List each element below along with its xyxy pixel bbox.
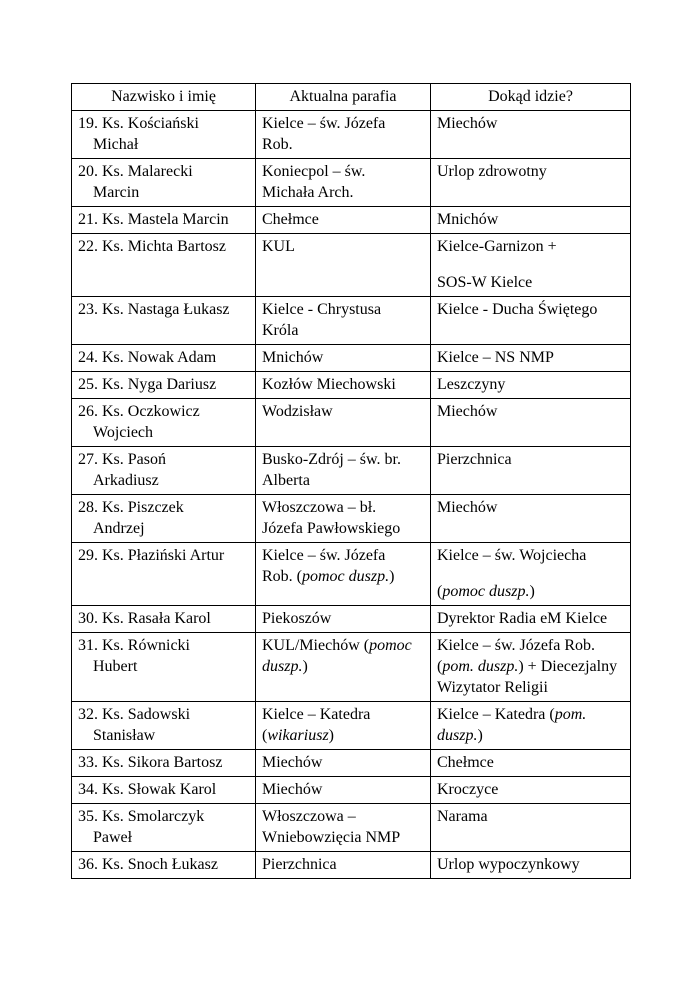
cell-line — [262, 449, 424, 470]
text-run: ) — [302, 658, 308, 675]
text-run: Stanisław — [93, 727, 156, 744]
cell-destination — [431, 495, 631, 543]
cell-line — [78, 113, 249, 134]
cell-line — [78, 401, 249, 422]
text-run: Arkadiusz — [93, 472, 159, 489]
cell-line — [262, 806, 424, 827]
cell-line — [437, 677, 624, 698]
table-row — [72, 777, 631, 804]
cell-line — [262, 752, 424, 773]
table-body — [72, 111, 631, 879]
text-run: Wniebowzięcia NMP — [262, 829, 401, 846]
table-row — [72, 372, 631, 399]
priest-name: Ks. Smolarczyk — [102, 808, 205, 825]
priest-name: Ks. Piszczek — [102, 499, 184, 516]
cell-destination — [431, 111, 631, 159]
priest-name: Ks. Sikora Bartosz — [102, 754, 223, 771]
cell-name — [72, 345, 256, 372]
header-current-parish-label: Aktualna parafia — [289, 88, 397, 105]
text-run: Wodzisław — [262, 403, 333, 420]
cell-current-parish — [256, 495, 431, 543]
cell-name — [72, 495, 256, 543]
text-run: Miechów — [262, 781, 323, 798]
text-run: Kielce – św. Józefa — [262, 547, 386, 564]
cell-current-parish — [256, 372, 431, 399]
cell-name — [72, 159, 256, 207]
text-run: Urlop wypoczynkowy — [437, 856, 580, 873]
cell-current-parish — [256, 543, 431, 606]
table-row — [72, 606, 631, 633]
priest-name: Ks. Snoch Łukasz — [102, 856, 218, 873]
cell-destination — [431, 159, 631, 207]
cell-line — [262, 566, 424, 587]
cell-current-parish — [256, 447, 431, 495]
cell-destination — [431, 372, 631, 399]
cell-current-parish — [256, 159, 431, 207]
cell-destination — [431, 543, 631, 606]
cell-line — [437, 209, 624, 230]
table-row — [72, 702, 631, 750]
text-run: Alberta — [262, 472, 310, 489]
priest-name: Ks. Słowak Karol — [102, 781, 217, 798]
row-number: 28. — [78, 499, 102, 516]
cell-line — [262, 704, 424, 725]
cell-line — [78, 347, 249, 368]
text-run: ( — [262, 727, 268, 744]
cell-line — [78, 608, 249, 629]
cell-current-parish — [256, 852, 431, 879]
table-row — [72, 633, 631, 702]
cell-line — [262, 725, 424, 746]
priest-name: Ks. Nastaga Łukasz — [102, 301, 230, 318]
italic-run: pom. duszp. — [442, 658, 519, 675]
cell-line — [78, 779, 249, 800]
text-run: Rob. ( — [262, 568, 302, 585]
cell-line — [437, 374, 624, 395]
italic-run: duszp. — [262, 658, 303, 675]
text-run: Kozłów Miechowski — [262, 376, 396, 393]
table-row — [72, 345, 631, 372]
cell-line — [437, 725, 624, 746]
cell-line — [78, 161, 249, 182]
cell-current-parish — [256, 207, 431, 234]
cell-name — [72, 447, 256, 495]
header-name-column — [72, 84, 256, 111]
cell-line — [262, 401, 424, 422]
cell-name — [72, 543, 256, 606]
cell-line — [437, 854, 624, 875]
cell-line — [437, 704, 624, 725]
cell-line — [437, 635, 624, 656]
text-run: Urlop zdrowotny — [437, 163, 547, 180]
cell-line — [262, 374, 424, 395]
cell-line — [437, 779, 624, 800]
row-number: 19. — [78, 115, 102, 132]
row-number: 26. — [78, 403, 102, 420]
cell-line — [437, 752, 624, 773]
cell-line — [78, 209, 249, 230]
table-row — [72, 447, 631, 495]
cell-current-parish — [256, 111, 431, 159]
text-run: KUL — [262, 238, 295, 255]
cell-line — [262, 608, 424, 629]
cell-line — [262, 320, 424, 341]
cell-current-parish — [256, 702, 431, 750]
cell-line — [78, 545, 249, 566]
cell-destination — [431, 702, 631, 750]
cell-destination — [431, 345, 631, 372]
cell-line — [262, 545, 424, 566]
cell-line — [262, 299, 424, 320]
cell-name — [72, 372, 256, 399]
row-number: 29. — [78, 547, 102, 564]
text-run: Rob. — [262, 136, 293, 153]
cell-line — [262, 518, 424, 539]
cell-destination — [431, 297, 631, 345]
cell-line — [437, 272, 624, 293]
cell-line — [262, 656, 424, 677]
priest-name: Ks. Kościański — [102, 115, 199, 132]
cell-current-parish — [256, 750, 431, 777]
cell-line — [437, 497, 624, 518]
table-row — [72, 399, 631, 447]
cell-name — [72, 297, 256, 345]
cell-line — [262, 209, 424, 230]
text-run: Kroczyce — [437, 781, 499, 798]
cell-line — [78, 470, 249, 491]
italic-run: wikariusz — [267, 727, 329, 744]
cell-line — [437, 566, 624, 581]
cell-line — [262, 635, 424, 656]
cell-line — [78, 752, 249, 773]
text-run: Włoszczowa – bł. — [262, 499, 377, 516]
cell-destination — [431, 633, 631, 702]
cell-line — [437, 236, 624, 257]
text-run: ) + Diecezjalny — [518, 658, 618, 675]
priest-name: Ks. Równicki — [102, 637, 190, 654]
text-run: Leszczyny — [437, 376, 506, 393]
priest-name: Ks. Pasoń — [102, 451, 167, 468]
priest-name: Ks. Sadowski — [102, 706, 191, 723]
italic-run: pomoc — [369, 637, 412, 654]
text-run: Kielce - Ducha Świętego — [437, 301, 598, 318]
text-run: ) — [477, 727, 483, 744]
italic-run: pom. — [554, 706, 587, 723]
cell-line — [78, 236, 249, 257]
header-current-parish-column — [256, 84, 431, 111]
text-run: Piekoszów — [262, 610, 332, 627]
table-row — [72, 207, 631, 234]
table-row — [72, 495, 631, 543]
row-number: 30. — [78, 610, 102, 627]
cell-line — [78, 299, 249, 320]
table-row — [72, 159, 631, 207]
row-number: 22. — [78, 238, 102, 255]
text-run: Michał — [93, 136, 139, 153]
italic-run: pomoc duszp. — [442, 583, 530, 600]
header-destination-column — [431, 84, 631, 111]
cell-line — [437, 257, 624, 272]
table-row — [72, 804, 631, 852]
cell-line — [78, 656, 249, 677]
row-number: 32. — [78, 706, 102, 723]
table-row — [72, 297, 631, 345]
text-run: Paweł — [93, 829, 133, 846]
text-run: Dyrektor Radia eM Kielce — [437, 610, 608, 627]
text-run: Hubert — [93, 658, 138, 675]
text-run: Miechów — [262, 754, 323, 771]
cell-line — [437, 581, 624, 602]
text-run: Miechów — [437, 403, 498, 420]
cell-line — [78, 422, 249, 443]
row-number: 21. — [78, 211, 102, 228]
cell-line — [78, 518, 249, 539]
header-row — [72, 84, 631, 111]
cell-name — [72, 606, 256, 633]
cell-line — [437, 401, 624, 422]
text-run: ( — [437, 658, 443, 675]
text-run: Michała Arch. — [262, 184, 354, 201]
cell-current-parish — [256, 399, 431, 447]
text-run: Króla — [262, 322, 299, 339]
table-row — [72, 750, 631, 777]
cell-line — [437, 113, 624, 134]
cell-line — [78, 725, 249, 746]
cell-line — [437, 545, 624, 566]
cell-line — [78, 806, 249, 827]
text-run: Pierzchnica — [437, 451, 512, 468]
row-number: 27. — [78, 451, 102, 468]
cell-destination — [431, 234, 631, 297]
cell-current-parish — [256, 633, 431, 702]
text-run: Włoszczowa – — [262, 808, 356, 825]
header-destination-label: Dokąd idzie? — [488, 88, 573, 105]
cell-line — [78, 854, 249, 875]
text-run: Kielce – św. Wojciecha — [437, 547, 587, 564]
row-number: 36. — [78, 856, 102, 873]
table-header — [72, 84, 631, 111]
text-run: SOS-W Kielce — [437, 274, 533, 291]
cell-line — [262, 134, 424, 155]
cell-line — [78, 704, 249, 725]
text-run: Chełmce — [437, 754, 494, 771]
text-run: ) — [529, 583, 535, 600]
cell-name — [72, 804, 256, 852]
cell-name — [72, 399, 256, 447]
cell-current-parish — [256, 606, 431, 633]
text-run: Miechów — [437, 115, 498, 132]
cell-current-parish — [256, 804, 431, 852]
cell-line — [262, 161, 424, 182]
text-run: KUL/Miechów ( — [262, 637, 370, 654]
text-run: Kielce – św. Józefa — [262, 115, 386, 132]
text-run: Andrzej — [93, 520, 145, 537]
clergy-assignment-table — [71, 83, 631, 879]
table-row — [72, 852, 631, 879]
row-number: 35. — [78, 808, 102, 825]
priest-name: Ks. Nowak Adam — [102, 349, 217, 366]
cell-current-parish — [256, 777, 431, 804]
cell-line — [437, 449, 624, 470]
table-row — [72, 234, 631, 297]
cell-current-parish — [256, 345, 431, 372]
cell-line — [437, 161, 624, 182]
priest-name: Ks. Rasała Karol — [102, 610, 211, 627]
text-run: Busko-Zdrój – św. br. — [262, 451, 401, 468]
text-run: Pierzchnica — [262, 856, 337, 873]
row-number: 23. — [78, 301, 102, 318]
cell-name — [72, 702, 256, 750]
cell-line — [437, 656, 624, 677]
cell-current-parish — [256, 297, 431, 345]
cell-line — [78, 449, 249, 470]
cell-name — [72, 234, 256, 297]
row-number: 24. — [78, 349, 102, 366]
priest-name: Ks. Mastela Marcin — [102, 211, 229, 228]
text-run: ) — [328, 727, 334, 744]
cell-line — [262, 470, 424, 491]
priest-name: Ks. Michta Bartosz — [102, 238, 226, 255]
cell-line — [262, 113, 424, 134]
priest-name: Ks. Oczkowicz — [102, 403, 200, 420]
cell-line — [262, 347, 424, 368]
text-run: Kielce-Garnizon + — [437, 238, 557, 255]
text-run: Narama — [437, 808, 488, 825]
cell-destination — [431, 804, 631, 852]
text-run: Józefa Pawłowskiego — [262, 520, 401, 537]
cell-name — [72, 207, 256, 234]
table-row — [72, 111, 631, 159]
cell-current-parish — [256, 234, 431, 297]
text-run: Kielce – Katedra ( — [437, 706, 555, 723]
cell-line — [262, 497, 424, 518]
text-run: Chełmce — [262, 211, 319, 228]
text-run: Wizytator Religii — [437, 679, 548, 696]
row-number: 33. — [78, 754, 102, 771]
cell-line — [262, 854, 424, 875]
cell-destination — [431, 399, 631, 447]
cell-line — [78, 374, 249, 395]
cell-line — [78, 635, 249, 656]
cell-line — [437, 299, 624, 320]
cell-name — [72, 777, 256, 804]
cell-line — [78, 497, 249, 518]
cell-line — [437, 806, 624, 827]
row-number: 31. — [78, 637, 102, 654]
cell-destination — [431, 606, 631, 633]
cell-line — [437, 347, 624, 368]
text-run: Kielce – św. Józefa Rob. — [437, 637, 596, 654]
italic-run: duszp. — [437, 727, 478, 744]
cell-name — [72, 111, 256, 159]
text-run: ( — [437, 583, 443, 600]
italic-run: pomoc duszp. — [302, 568, 390, 585]
row-number: 25. — [78, 376, 102, 393]
priest-name: Ks. Malarecki — [102, 163, 193, 180]
text-run: Koniecpol – św. — [262, 163, 366, 180]
cell-destination — [431, 447, 631, 495]
text-run: Kielce – Katedra — [262, 706, 371, 723]
text-run: Wojciech — [93, 424, 154, 441]
cell-line — [262, 236, 424, 257]
table-row — [72, 543, 631, 606]
priest-name: Ks. Płaziński Artur — [102, 547, 225, 564]
cell-destination — [431, 207, 631, 234]
header-name-label: Nazwisko i imię — [111, 88, 216, 105]
cell-name — [72, 750, 256, 777]
row-number: 20. — [78, 163, 102, 180]
cell-line — [78, 827, 249, 848]
cell-line — [262, 779, 424, 800]
text-run: ) — [389, 568, 395, 585]
text-run: Mnichów — [437, 211, 499, 228]
row-number: 34. — [78, 781, 102, 798]
text-run: Kielce - Chrystusa — [262, 301, 382, 318]
cell-destination — [431, 852, 631, 879]
cell-destination — [431, 777, 631, 804]
text-run: Kielce – NS NMP — [437, 349, 554, 366]
cell-destination — [431, 750, 631, 777]
text-run: Miechów — [437, 499, 498, 516]
cell-name — [72, 633, 256, 702]
cell-line — [262, 182, 424, 203]
cell-line — [78, 182, 249, 203]
cell-line — [262, 827, 424, 848]
cell-line — [437, 608, 624, 629]
cell-line — [78, 134, 249, 155]
priest-name: Ks. Nyga Dariusz — [102, 376, 217, 393]
text-run: Marcin — [93, 184, 140, 201]
cell-name — [72, 852, 256, 879]
text-run: Mnichów — [262, 349, 324, 366]
